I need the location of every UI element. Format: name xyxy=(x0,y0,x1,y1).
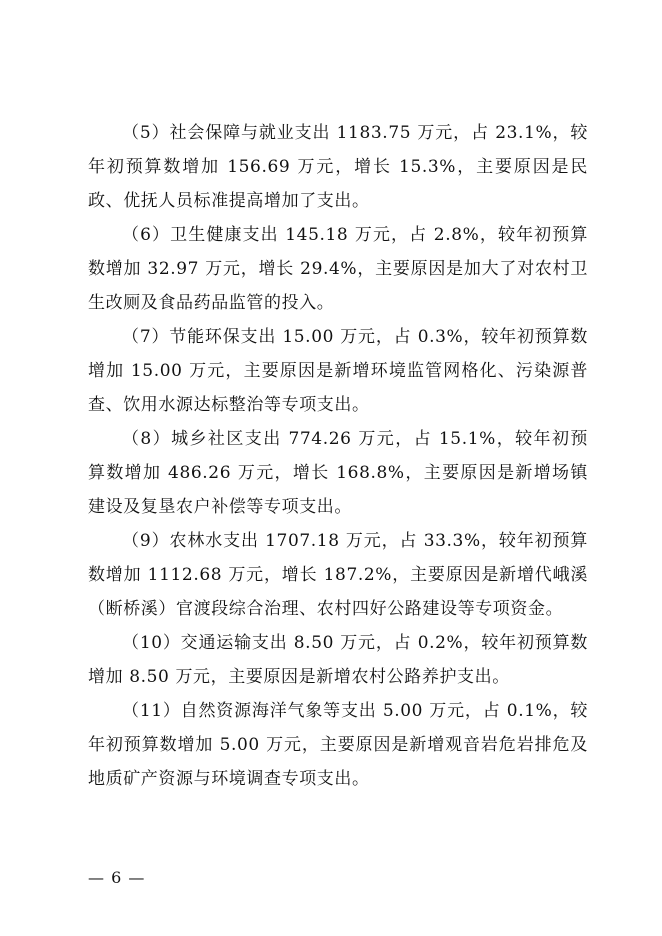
page-number: — 6 — xyxy=(88,868,146,887)
document-body xyxy=(88,116,588,796)
paragraph-urban-rural-community: （8）城乡社区支出 774.26 万元，占 15.1%，较年初预算数增加 486.26 万元，增长 168.8%，主要原因是新增场镇建设及复垦农户补偿等专项支出。 xyxy=(88,429,588,517)
paragraph-natural-resources: （11）自然资源海洋气象等支出 5.00 万元，占 0.1%，较年初预算数增加 5.00 万元，主要原因是新增观音岩危岩排危及地质矿产资源与环境调查专项支出。 xyxy=(88,701,588,789)
paragraph-transportation: （10）交通运输支出 8.50 万元，占 0.2%，较年初预算数增加 8.50 万元，主要原因是新增农村公路养护支出。 xyxy=(88,633,588,687)
paragraph-agriculture-forestry-water: （9）农林水支出 1707.18 万元，占 33.3%，较年初预算数增加 1112.68 万元，增长 187.2%，主要原因是新增代峨溪（断桥溪）官渡段综合治理、农村四好公路建设等专项资金。 xyxy=(88,531,588,619)
paragraph-health: （6）卫生健康支出 145.18 万元，占 2.8%，较年初预算数增加 32.97 万元，增长 29.4%，主要原因是加大了对农村卫生改厕及食品药品监管的投入。 xyxy=(88,225,588,313)
paragraph-social-security: （5）社会保障与就业支出 1183.75 万元，占 23.1%，较年初预算数增加 156.69 万元，增长 15.3%，主要原因是民政、优抚人员标准提高增加了支出。 xyxy=(88,123,588,211)
paragraph-environmental-protection: （7）节能环保支出 15.00 万元，占 0.3%，较年初预算数增加 15.00 万元，主要原因是新增环境监管网格化、污染源普查、饮用水源达标整治等专项支出。 xyxy=(88,327,588,415)
